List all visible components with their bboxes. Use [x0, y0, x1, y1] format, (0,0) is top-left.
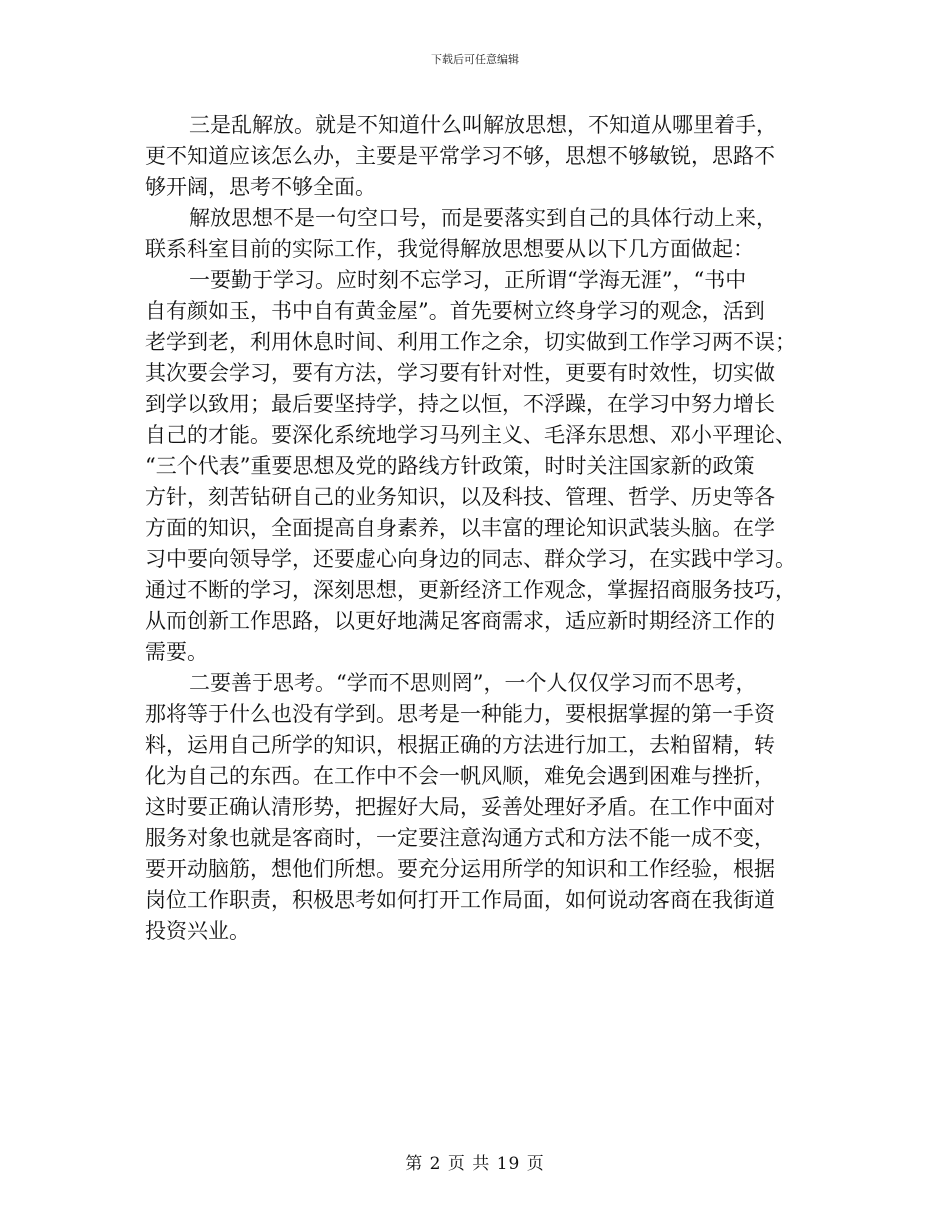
text-line: 一要勤于学习。应时刻不忘学习，正所谓“学海无涯”，“书中: [189, 268, 747, 292]
text-line: 更不知道应该怎么办，主要是平常学习不够，思想不够敏锐，思路不: [145, 144, 775, 168]
page-footer: 第 2 页 共 19 页: [405, 1154, 545, 1174]
text-line: 自有颜如玉，书中自有黄金屋”。首先要树立终身学习的观念，活到: [145, 299, 765, 323]
text-line: 服务对象也就是客商时，一定要注意沟通方式和方法不能一成不变，: [145, 826, 775, 850]
text-line: 岗位工作职责，积极思考如何打开工作局面，如何说动客商在我街道: [145, 888, 775, 912]
text-line: 方面的知识，全面提高自身素养，以丰富的理论知识武装头脑。在学: [145, 516, 775, 540]
text-line: 其次要会学习，要有方法，学习要有针对性，更要有时效性，切实做: [145, 361, 775, 385]
text-line: 二要善于思考。“学而不思则罔”，一个人仅仅学习而不思考，: [189, 671, 757, 695]
text-line: 够开阔，思考不够全面。: [145, 175, 376, 199]
text-line: 从而创新工作思路，以更好地满足客商需求，适应新时期经济工作的: [145, 609, 775, 633]
text-line: 需要。: [145, 640, 208, 664]
text-line: 到学以致用；最后要坚持学，持之以恒，不浮躁，在学习中努力增长: [145, 392, 775, 416]
text-line: 习中要向领导学，还要虚心向身边的同志、群众学习，在实践中学习。: [145, 547, 796, 571]
text-line: 解放思想不是一句空口号，而是要落实到自己的具体行动上来，: [189, 206, 777, 230]
text-line: 三是乱解放。就是不知道什么叫解放思想，不知道从哪里着手，: [189, 113, 777, 137]
document-body: [145, 110, 807, 947]
page-header: 下载后可任意编辑: [431, 53, 519, 66]
text-line: 老学到老，利用休息时间、利用工作之余，切实做到工作学习两不误；: [145, 330, 796, 354]
text-line: 那将等于什么也没有学到。思考是一种能力，要根据掌握的第一手资: [145, 702, 775, 726]
text-line: 投资兴业。: [145, 919, 250, 943]
text-line: 通过不断的学习，深刻思想，更新经济工作观念，掌握招商服务技巧，: [145, 578, 796, 602]
text-line: 联系科室目前的实际工作，我觉得解放思想要从以下几方面做起：: [145, 237, 754, 261]
text-line: 要开动脑筋，想他们所想。要充分运用所学的知识和工作经验，根据: [145, 857, 775, 881]
text-line: 料，运用自己所学的知识，根据正确的方法进行加工，去粕留精，转: [145, 733, 775, 757]
text-line: 自己的才能。要深化系统地学习马列主义、毛泽东思想、邓小平理论、: [145, 423, 796, 447]
text-line: 方针，刻苦钻研自己的业务知识，以及科技、管理、哲学、历史等各: [145, 485, 775, 509]
text-line: 这时要正确认清形势，把握好大局，妥善处理好矛盾。在工作中面对: [145, 795, 775, 819]
text-line: 化为自己的东西。在工作中不会一帆风顺，难免会遇到困难与挫折，: [145, 764, 775, 788]
text-line: “三个代表”重要思想及党的路线方针政策，时时关注国家新的政策: [145, 454, 755, 478]
